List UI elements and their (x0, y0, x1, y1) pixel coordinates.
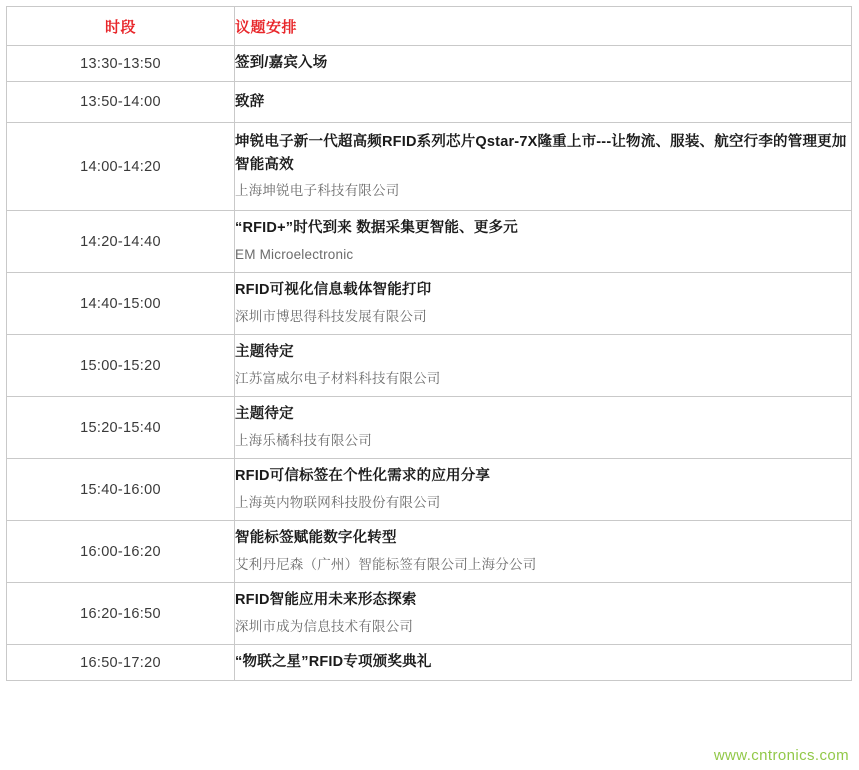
table-row (7, 46, 852, 82)
row-time: 16:20-16:50 (7, 583, 235, 645)
topic-title: “物联之星”RFID专项颁奖典礼 (235, 654, 432, 671)
topic-organization: 深圳市博思得科技发展有限公司 (235, 308, 427, 324)
row-topic (235, 397, 852, 459)
topic-title: 主题待定 (235, 406, 294, 423)
topic-title: 签到/嘉宾入场 (235, 55, 328, 72)
table-row (7, 645, 852, 681)
table-row (7, 123, 852, 211)
row-time: 13:50-14:00 (7, 82, 235, 123)
agenda-table (6, 6, 852, 681)
row-topic (235, 123, 852, 211)
column-header-topic: 议题安排 (235, 7, 852, 46)
topic-organization: 上海英内物联网科技股份有限公司 (235, 494, 441, 510)
row-topic (235, 273, 852, 335)
table-row (7, 82, 852, 123)
column-header-time: 时段 (7, 7, 235, 46)
agenda-sheet (0, 6, 859, 770)
topic-organization: 上海乐橘科技有限公司 (235, 432, 372, 448)
agenda-body (7, 46, 852, 681)
row-topic (235, 46, 852, 82)
topic-organization: EM Microelectronic (235, 246, 354, 262)
table-row (7, 335, 852, 397)
topic-title: RFID可信标签在个性化需求的应用分享 (235, 468, 491, 485)
topic-organization: 深圳市成为信息技术有限公司 (235, 618, 414, 634)
row-time: 16:00-16:20 (7, 521, 235, 583)
row-topic (235, 583, 852, 645)
table-row (7, 459, 852, 521)
table-row (7, 273, 852, 335)
row-topic (235, 521, 852, 583)
table-row (7, 211, 852, 273)
row-time: 14:00-14:20 (7, 123, 235, 211)
table-row (7, 521, 852, 583)
row-time: 13:30-13:50 (7, 46, 235, 82)
row-time: 15:40-16:00 (7, 459, 235, 521)
topic-organization: 艾利丹尼森（广州）智能标签有限公司上海分公司 (235, 556, 537, 572)
table-header-row (7, 7, 852, 46)
row-time: 14:20-14:40 (7, 211, 235, 273)
topic-title: 致辞 (235, 93, 265, 110)
row-topic (235, 335, 852, 397)
row-topic (235, 211, 852, 273)
table-row (7, 583, 852, 645)
topic-title: 主题待定 (235, 344, 294, 361)
topic-organization: 江苏富威尔电子材料科技有限公司 (235, 370, 441, 386)
topic-title: “RFID+”时代到来 数据采集更智能、更多元 (235, 220, 518, 237)
table-row (7, 397, 852, 459)
row-time: 14:40-15:00 (7, 273, 235, 335)
topic-title: RFID智能应用未来形态探索 (235, 592, 417, 609)
row-time: 15:20-15:40 (7, 397, 235, 459)
row-time: 15:00-15:20 (7, 335, 235, 397)
row-topic (235, 459, 852, 521)
row-topic (235, 645, 852, 681)
topic-title: 智能标签赋能数字化转型 (235, 530, 397, 547)
site-watermark: www.cntronics.com (713, 747, 849, 764)
row-topic (235, 82, 852, 123)
topic-title: RFID可视化信息载体智能打印 (235, 282, 432, 299)
topic-title: 坤锐电子新一代超高频RFID系列芯片Qstar-7X隆重上市---让物流、服装、航空行李的管理更加智能高效 (235, 134, 847, 173)
row-time: 16:50-17:20 (7, 645, 235, 681)
topic-organization: 上海坤锐电子科技有限公司 (235, 183, 400, 199)
